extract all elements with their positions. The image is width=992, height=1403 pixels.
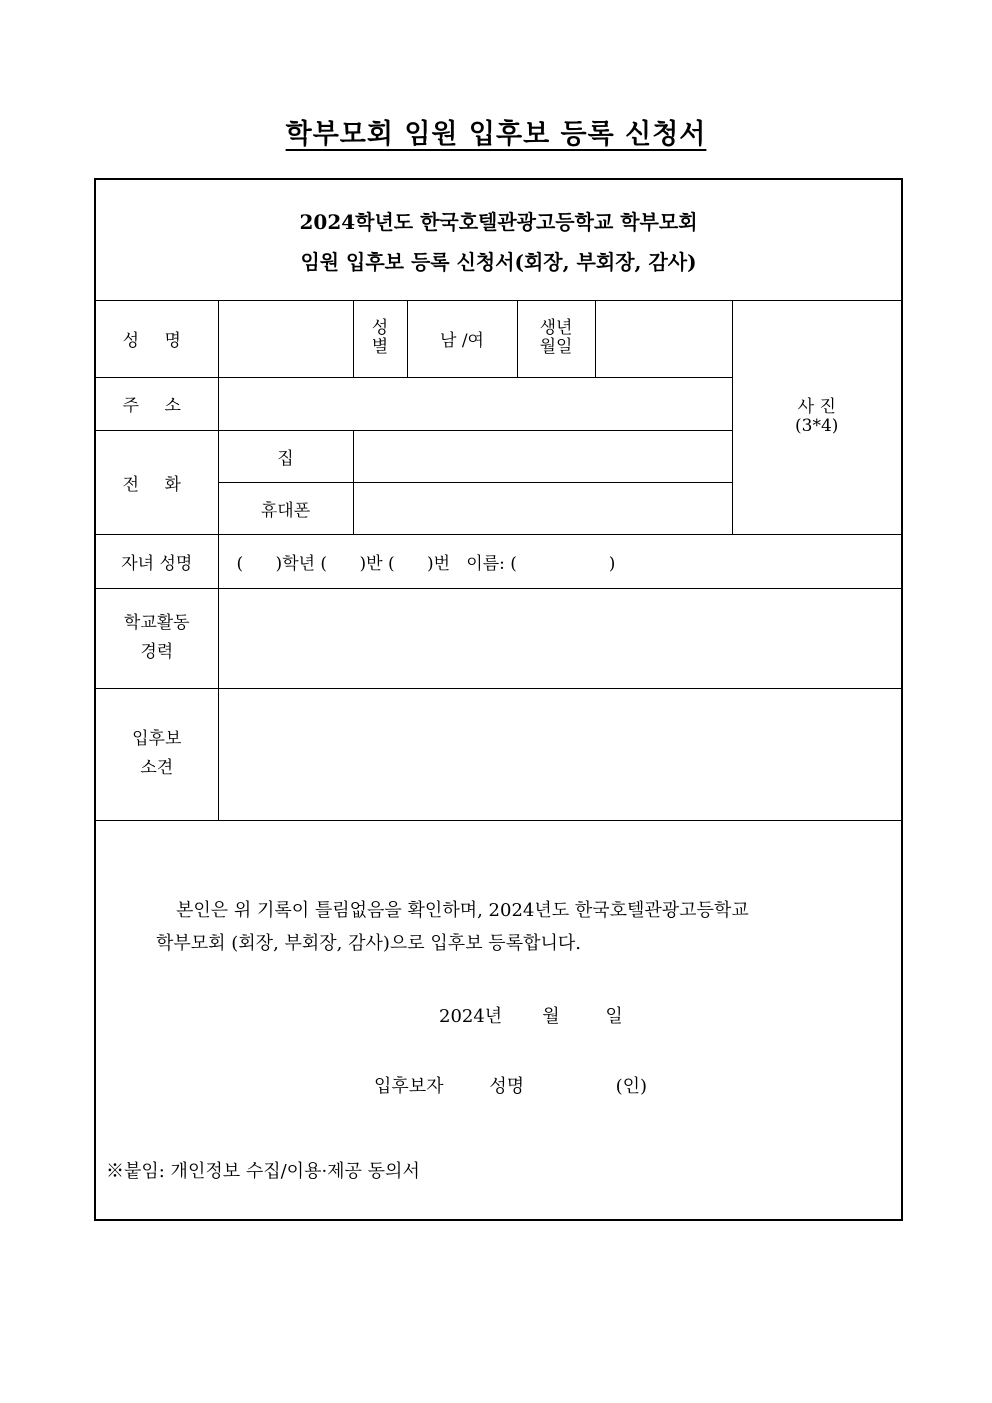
opinion-field[interactable]: [218, 688, 901, 820]
phone-label: 전 화: [96, 430, 218, 534]
home-phone-field[interactable]: [353, 430, 732, 482]
form-grid: [96, 300, 901, 821]
activity-row: [96, 588, 901, 688]
mobile-phone-label: 휴대폰: [218, 482, 353, 534]
declaration-text: [156, 894, 856, 960]
document-title-text: 학부모회 임원 입후보 등록 신청서: [285, 119, 707, 150]
birth-label: 생년 월일: [517, 300, 595, 377]
application-form: [94, 178, 903, 1221]
declaration-section: [96, 822, 901, 1219]
birth-field[interactable]: [595, 300, 732, 377]
document-title: [0, 112, 992, 151]
photo-box[interactable]: 사 진 (3*4): [732, 300, 901, 534]
declaration-date[interactable]: 2024년 월 일: [439, 1006, 623, 1027]
name-label: 성 명: [96, 300, 218, 377]
address-label: 주 소: [96, 377, 218, 430]
name-field[interactable]: [218, 300, 353, 377]
name-row: [96, 300, 901, 377]
child-field[interactable]: ( )학년 ( )반 ( )번 이름: ( ): [218, 534, 901, 588]
opinion-row: [96, 688, 901, 820]
mobile-phone-field[interactable]: [353, 482, 732, 534]
home-phone-label: 집: [218, 430, 353, 482]
declaration-line1: 본인은 위 기록이 틀림없음을 확인하며, 2024년도 한국호텔관광고등학교: [176, 900, 749, 921]
address-field[interactable]: [218, 377, 732, 430]
form-header: [96, 180, 901, 301]
child-row: [96, 534, 901, 588]
declaration-line2: 학부모회 (회장, 부회장, 감사)으로 입후보 등록합니다.: [156, 933, 581, 954]
form-header-line2: 임원 입후보 등록 신청서(회장, 부회장, 감사): [300, 250, 697, 274]
form-header-line1: 2024학년도 한국호텔관광고등학교 학부모회: [299, 210, 698, 234]
activity-label: 학교활동 경력: [96, 588, 218, 688]
opinion-label: 입후보 소견: [96, 688, 218, 820]
activity-field[interactable]: [218, 588, 901, 688]
candidate-signature[interactable]: 입후보자 성명 (인): [374, 1076, 648, 1097]
child-label: 자녀 성명: [96, 534, 218, 588]
gender-field[interactable]: 남 /여: [407, 300, 517, 377]
gender-label: 성 별: [353, 300, 407, 377]
attachment-note: ※붙임: 개인정보 수집/이용·제공 동의서: [106, 1161, 420, 1182]
